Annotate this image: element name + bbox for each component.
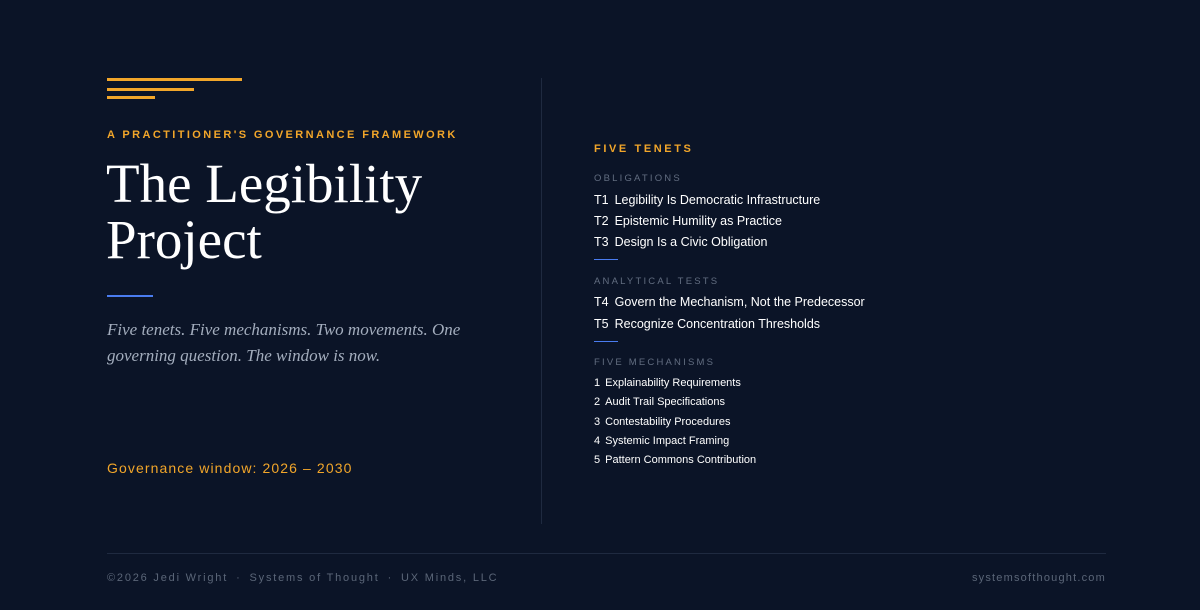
tenet-item: T2 Epistemic Humility as Practice <box>594 214 782 228</box>
footer-org-uxminds: UX Minds, LLC <box>401 572 499 584</box>
mechanisms-label: FIVE MECHANISMS <box>594 357 716 368</box>
mechanism-item: 3 Contestability Procedures <box>594 416 731 428</box>
vertical-divider <box>541 78 542 524</box>
mechanism-item: 4 Systemic Impact Framing <box>594 435 730 447</box>
mechanism-item: 2 Audit Trail Specifications <box>594 396 725 408</box>
footer-separator: · <box>236 572 242 584</box>
analytical-tests-label: ANALYTICAL TESTS <box>594 276 720 287</box>
decorative-line-short <box>107 96 155 99</box>
obligations-label: OBLIGATIONS <box>594 173 682 184</box>
tenet-item: T4 Govern the Mechanism, Not the Predecessor <box>594 295 865 309</box>
page-title: The Legibility Project <box>106 153 423 270</box>
governance-window: Governance window: 2026 – 2030 <box>107 460 353 476</box>
mechanism-item: 1 Explainability Requirements <box>594 377 741 389</box>
footer-org-systems: Systems of Thought <box>249 572 380 584</box>
decorative-line-long <box>107 78 242 81</box>
footer-url-link[interactable]: systemsofthought.com <box>971 572 1106 584</box>
tenet-item: T5 Recognize Concentration Thresholds <box>594 317 821 331</box>
footer-credits <box>107 572 498 584</box>
group-divider <box>594 259 618 260</box>
tenet-item: T3 Design Is a Civic Obligation <box>594 235 768 249</box>
group-divider <box>594 341 618 342</box>
tagline: Five tenets. Five mechanisms. Two movements. One governing question. The window is now. <box>107 320 461 365</box>
footer-divider <box>107 553 1106 554</box>
decorative-line-medium <box>107 88 194 91</box>
mechanism-item: 5 Pattern Commons Contribution <box>594 454 757 466</box>
section-title: FIVE TENETS <box>594 143 694 155</box>
eyebrow-label: A PRACTITIONER'S GOVERNANCE FRAMEWORK <box>107 129 458 141</box>
footer-separator: · <box>387 572 394 584</box>
title-underline <box>107 295 153 297</box>
copyright: ©2026 Jedi Wright <box>107 572 229 584</box>
tenet-item: T1 Legibility Is Democratic Infrastructure <box>594 193 821 207</box>
